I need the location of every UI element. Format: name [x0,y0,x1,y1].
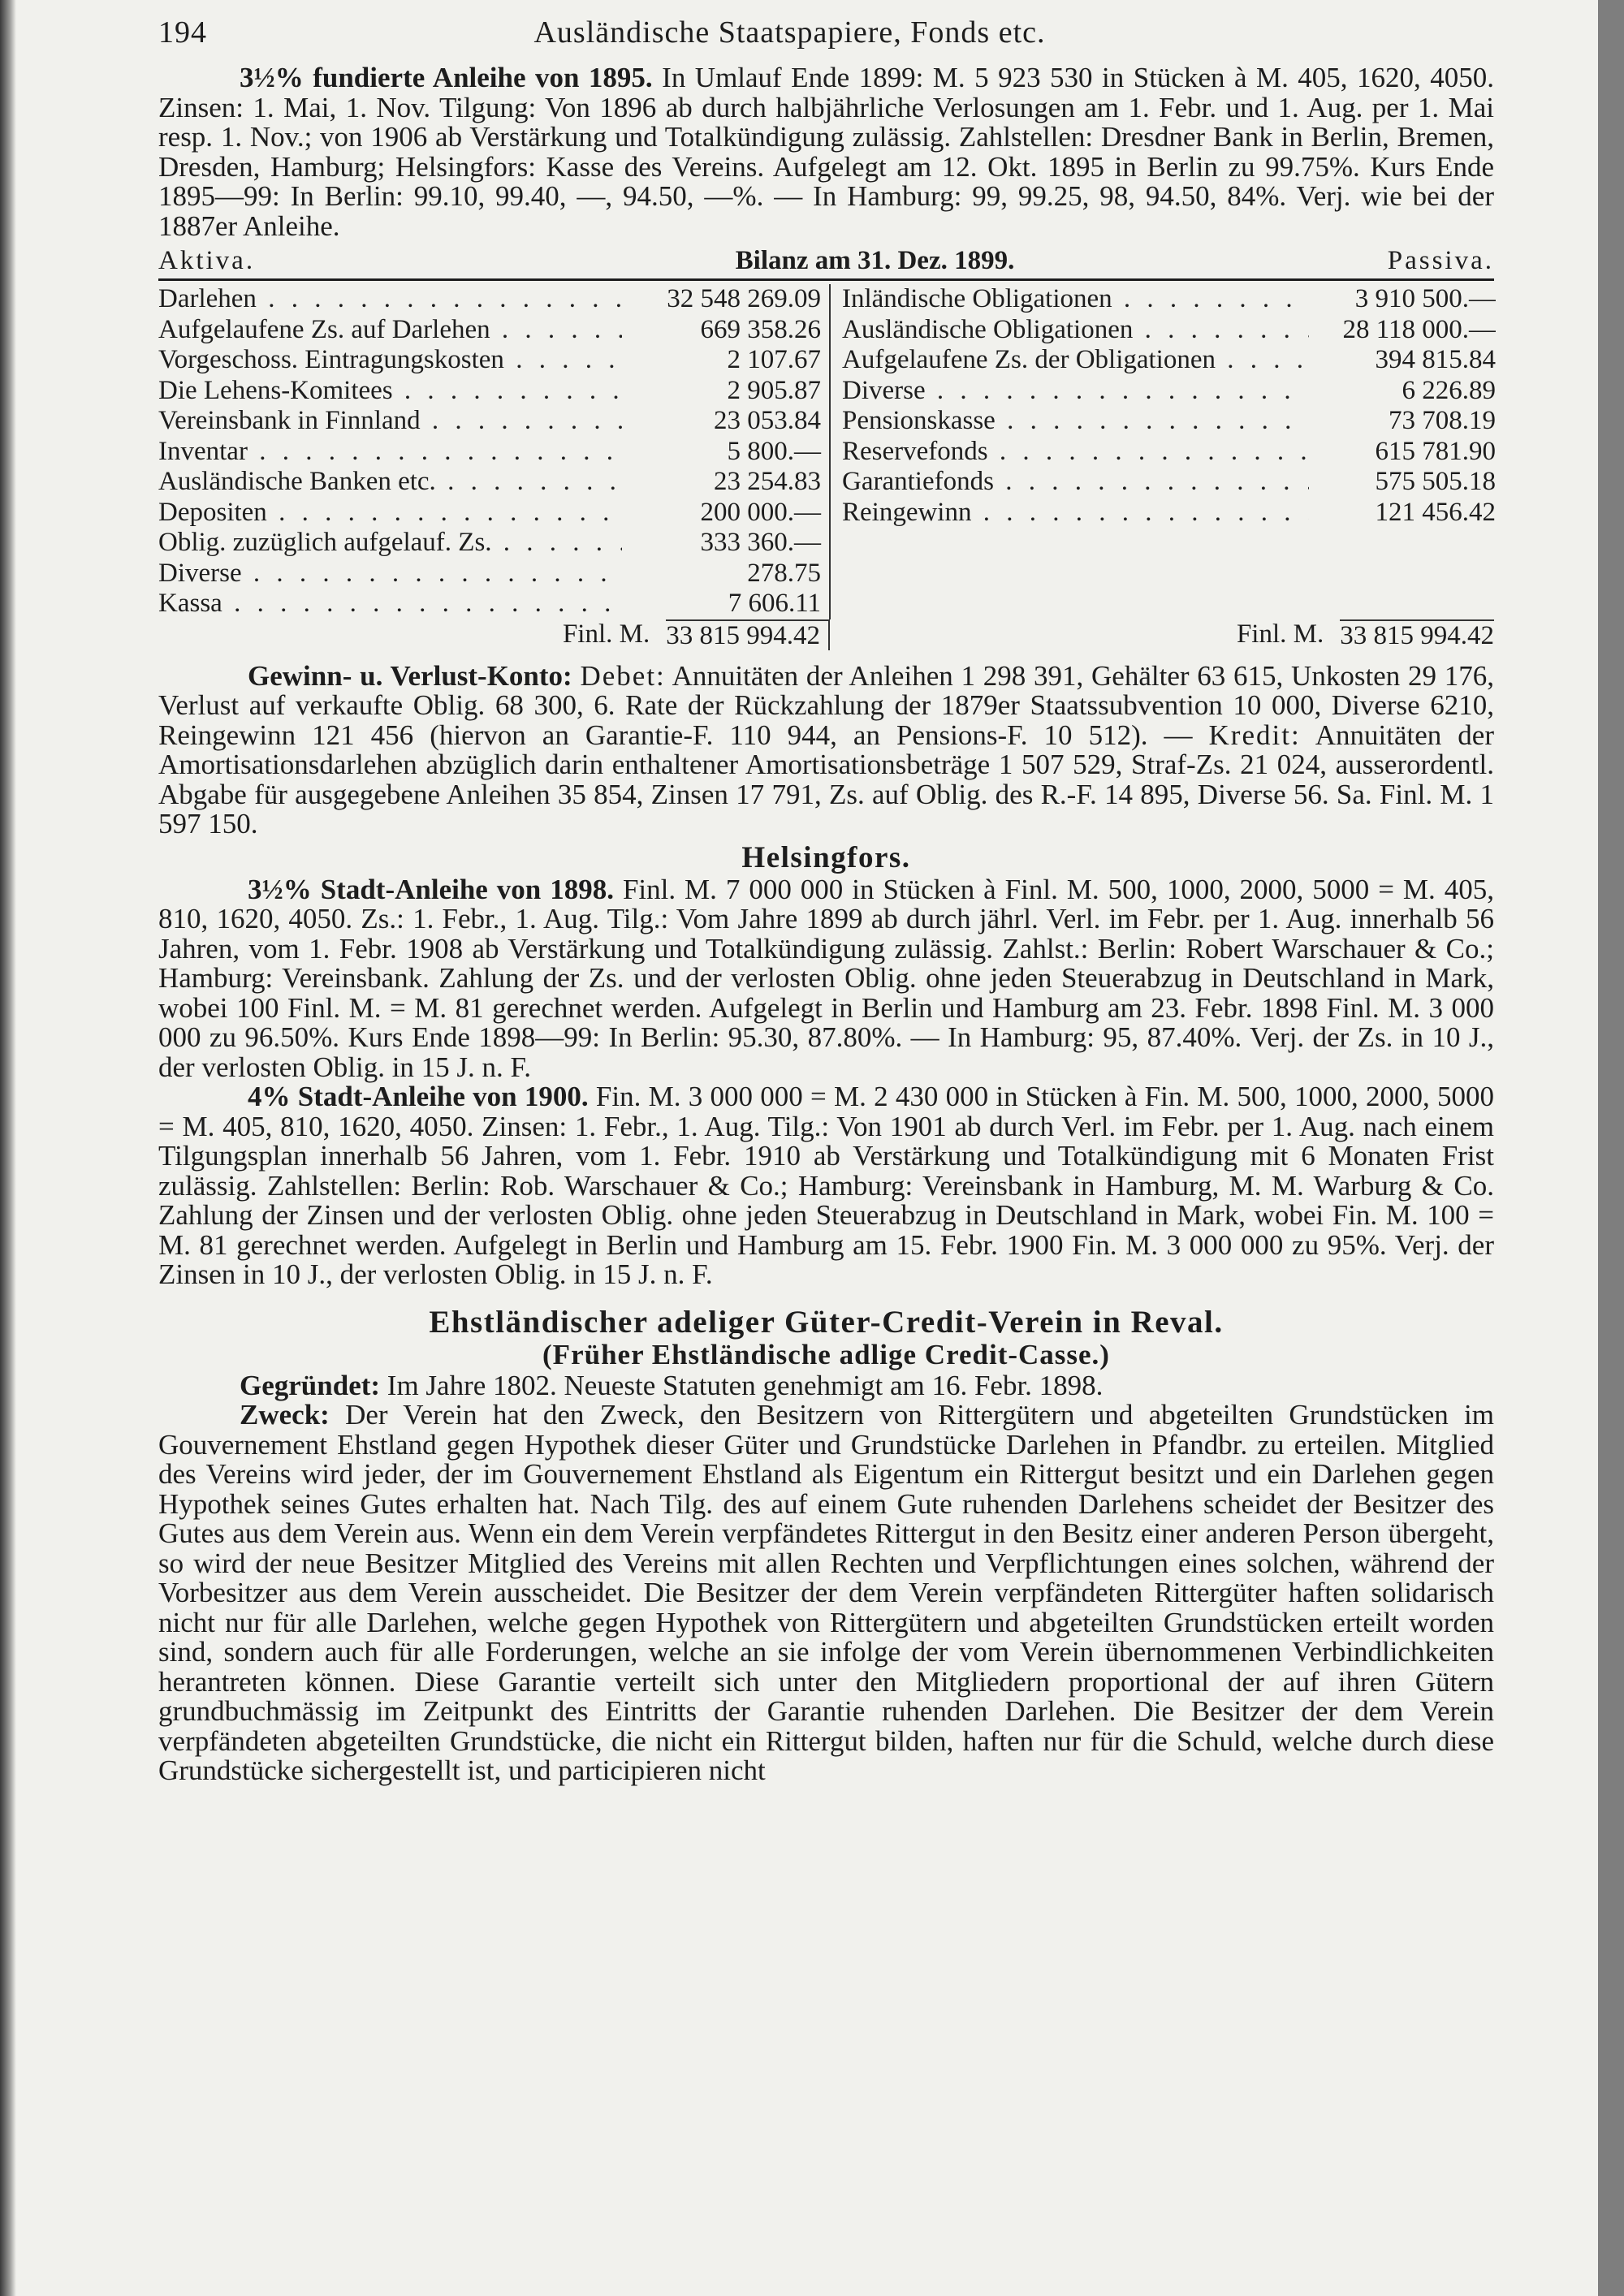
running-title: Ausländische Staatspapiere, Fonds etc. [533,15,1046,50]
loan-1900-paragraph [158,1082,1494,1290]
aktiva-label: Die Lehens-Komitees . . . [158,376,622,407]
passiva-value: 28 118 000.— [1342,314,1496,344]
passiva-label: Inländische Obligationen . . . [842,284,1309,315]
balance-rule [158,278,1494,281]
aktiva-label: Depositen . . . [158,498,622,529]
aktiva-label: Vorgeschoss. Eintragungskosten . . . [158,345,622,376]
passiva-row [842,406,1496,437]
balance-totals [158,619,1494,654]
aktiva-value: 278.75 [747,558,821,588]
balance-title: Bilanz am 31. Dez. 1899. [735,246,1015,275]
aktiva-row [158,498,829,529]
reval-subtitle: (Früher Ehstländische adlige Credit-Casse.) [542,1338,1110,1370]
aktiva-value: 5 800.— [727,436,821,466]
aktiva-row [158,406,829,437]
aktiva-total [158,619,830,651]
aktiva-value: 7 606.11 [728,589,821,618]
passiva-value: 73 708.19 [1389,406,1496,435]
aktiva-value: 2 107.67 [727,345,821,374]
aktiva-label: Vereinsbank in Finnland . . . [158,406,622,437]
passiva-value: 121 456.42 [1375,497,1496,527]
debet-label: Debet: [580,659,666,692]
page-number: 194 [158,15,207,50]
total-currency: Finl. M. [562,619,650,649]
aktiva-label: Darlehen . . . [158,284,622,315]
aktiva-value: 669 358.26 [700,314,821,344]
loan-1900-heading: 4% Stadt-Anleihe von 1900. [248,1081,589,1112]
loan-1898-paragraph [158,875,1494,1083]
passiva-label: Reingewinn . . . [842,498,1309,529]
passiva-row [842,284,1496,315]
passiva-row [842,437,1496,468]
gegruendet-text: Im Jahre 1802. Neueste Statuten genehmigt am 16. Febr. 1898. [387,1369,1104,1401]
loan-1900-text: Fin. M. 3 000 000 = M. 2 430 000 in Stücken à Fin. M. 500, 1000, 2000, 5000 = M. 405, 810, 1620, 4050. Zinsen: 1. Febr., 1. Aug. Tilg.: Von 1901 ab durch Verl. im Febr. per 1. Aug. nach einem Tilgungsplan innerhalb 56 Jahren, vom 1. Febr. 1910 ab Verstärkung und Totalkündigung mit 6 Monaten Frist zulässig. Zahlstellen: Berlin: Rob. Warschauer & Co.; Hamburg: Vereinsbank in Hamburg, M. M. Warburg & Co. Zahlung der Zinsen und der verlosten Oblig. ohne jeden Steuerabzug in Deutschland in Mark, wobei Fin. M. 100 = M. 81 gerechnet werden. Aufgelegt in Berlin und Hamburg am 15. Febr. 1900 Fin. M. 3 000 000 zu 95%. Verj. der Zinsen in 10 J., der verlosten Oblig. in 15 J. n. F. [158,1081,1494,1290]
aktiva-row [158,345,829,376]
balance-passiva-heading: Passiva. [1387,246,1494,275]
passiva-label: Diverse . . . [842,376,1309,407]
zweck-paragraph [158,1400,1494,1786]
passiva-label: Ausländische Obligationen . . . [842,315,1309,346]
aktiva-value: 32 548 269.09 [667,284,821,313]
passiva-value: 615 781.90 [1375,436,1496,466]
passiva-row [842,345,1496,376]
aktiva-row [158,376,829,407]
aktiva-column [158,284,831,619]
aktiva-label: Inventar . . . [158,437,622,468]
passiva-value: 394 815.84 [1375,345,1496,374]
passiva-label: Aufgelaufene Zs. der Obligationen . . . [842,345,1309,376]
aktiva-row [158,284,829,315]
zweck-text: Der Verein hat den Zweck, den Besitzern von Rittergütern und abgeteilten Grundstücken im Gouvernement Ehstland gegen Hypothek dieser Güter und Grundstücke Darlehen in Pfandbr. zu erteilen. Mitglied des Vereins wird jeder, der im Gouvernement Ehstland als Eigentum ein Rittergut besitzt und ein Darlehen gegen Hypothek seines Gutes erhalten hat. Nach Tilg. des auf einem Gute ruhenden Darlehens scheidet der Besitzer des Gutes aus dem Verein aus. Wenn ein dem Verein verpfändetes Rittergut in den Besitz einer anderen Person übergeht, so wird der neue Besitzer Mitglied des Vereins mit allen Rechten und Verpflichtungen eines solchen, während der Vorbesitzer aus dem Verein ausscheidet. Die Besitzer der dem Verein verpfändeten Rittergüter haften solidarisch nicht nur für alle Darlehen, welche gegen Hypothek von Rittergütern und abgeteilten Grundstücken erteilt worden sind, sondern auch für alle Forderungen, welche an sie infolge der vom Verein übernommenen Verbindlichkeiten herantreten können. Diese Garantie verteilt sich unter den Mitgliedern proportional der auf ihren Gütern grundbuchmässig im Zeitpunkt des Eintritts der Garantie ruhenden Darlehen. Die Besitzer der dem Verein verpfändeten abgeteilten Grundstücke, die nicht ein Rittergut bilden, haften nur für die Schuld, welche durch diese Grundstücke sichergestellt ist, und participieren nicht [158,1399,1494,1786]
document-page [158,15,1496,1786]
aktiva-label: Diverse . . . [158,559,622,589]
helsingfors-title: Helsingfors. [741,840,911,874]
aktiva-row [158,437,829,468]
aktiva-row [158,559,829,589]
passiva-total [830,619,1494,651]
page-edge-shadow [0,0,16,2296]
passiva-value: 3 910 500.— [1354,284,1496,313]
gegruendet-label: Gegründet: [240,1369,381,1401]
aktiva-label: Kassa . . . [158,589,622,619]
passiva-row [842,376,1496,407]
gewinn-verlust-heading: Gewinn- u. Verlust-Konto: [248,659,572,692]
gewinn-verlust-paragraph [158,659,1494,839]
kredit-text: Annuitäten der Amortisationsdarlehen abzüglich darin enthaltener Amortisationsbeträge 1 507 529, Straf-Zs. 21 024, ausserordentl. Abgabe für ausgegebene Anleihen 35 854, Zinsen 17 791, Zs. auf Oblig. des R.-F. 14 895, Diverse 56. Sa. Finl. M. 1 597 150. [158,719,1494,839]
aktiva-total-value: 33 815 994.42 [666,619,828,651]
aktiva-value: 23 053.84 [714,406,821,435]
aktiva-value: 23 254.83 [714,467,821,496]
passiva-total-value: 33 815 994.42 [1340,620,1494,650]
passiva-row [842,467,1496,498]
balance-aktiva-heading: Aktiva. [158,246,256,275]
aktiva-value: 2 905.87 [727,375,821,405]
loan-1895-text: In Umlauf Ende 1899: M. 5 923 530 in Stücken à M. 405, 1620, 4050. Zinsen: 1. Mai, 1. Nov. Tilgung: Von 1896 ab durch halbjährliche Verlosungen am 1. Febr. und 1. Aug. per 1. Mai resp. 1. Nov.; von 1906 ab Verstärkung und Totalkündigung zulässig. Zahlstellen: Dresdner Bank in Berlin, Bremen, Dresden, Hamburg; Helsingfors: Kasse des Vereins. Aufgelegt am 12. Okt. 1895 in Berlin zu 99.75%. Kurs Ende 1895—99: In Berlin: 99.10, 99.40, —, 94.50, —%. — In Hamburg: 99, 99.25, 98, 94.50, 84%. Verj. wie bei der 1887er Anleihe. [158,62,1495,242]
passiva-label: Reservefonds . . . [842,437,1309,468]
balance-sheet [158,284,1494,619]
aktiva-row [158,315,829,346]
loan-1895-paragraph [158,63,1494,241]
zweck-label: Zweck: [240,1399,330,1431]
loan-1895-heading: 3½% fundierte Anleihe von 1895. [240,62,653,93]
loan-1898-text: Finl. M. 7 000 000 in Stücken à Finl. M. 500, 1000, 2000, 5000 = M. 405, 810, 1620, 4050. Zs.: 1. Febr., 1. Aug. Tilg.: Vom Jahre 1899 ab durch jährl. Verl. im Febr. per 1. Aug. innerhalb 56 Jahren, vom 1. Febr. 1908 ab Verstärkung und Totalkündigung zulässig. Zahlst.: Berlin: Robert Warschauer & Co.; Hamburg: Vereinsbank. Zahlung der Zs. und der verlosten Oblig. ohne jeden Steuerabzug in Deutschland in Mark, wobei 100 Finl. M. = M. 81 gerechnet werden. Aufgelegt in Berlin und Hamburg am 23. Febr. 1898 Finl. M. 3 000 000 zu 96.50%. Kurs Ende 1898—99: In Berlin: 95.30, 87.80%. — In Hamburg: 95, 87.40%. Verj. der Zs. in 10 J., der verlosten Oblig. in 15 J. n. F. [158,873,1494,1083]
kredit-label: Kredit: [1208,719,1301,751]
aktiva-row [158,589,829,619]
aktiva-row [158,467,829,498]
passiva-label: Pensionskasse . . . [842,406,1309,437]
loan-1898-heading: 3½% Stadt-Anleihe von 1898. [248,873,614,905]
passiva-label: Garantiefonds . . . [842,467,1309,498]
passiva-row [842,498,1496,529]
passiva-value: 6 226.89 [1402,375,1496,405]
debet-text: Annuitäten der Anleihen 1 298 391, Gehälter 63 615, Unkosten 29 176, Verlust auf verkaufte Oblig. 68 300, 6. Rate der Rückzahlung der 1879er Staatssubvention 10 000, Diverse 6210, Reingewinn 121 456 (hiervon an Garantie-F. 110 944, an Pensions-F. 10 512). — [158,659,1494,751]
aktiva-value: 333 360.— [700,528,821,557]
balance-header [158,246,1494,278]
aktiva-value: 200 000.— [700,497,821,527]
page-header [158,15,1494,63]
aktiva-label: Oblig. zuzüglich aufgelauf. Zs. . . . [158,528,622,559]
aktiva-label: Aufgelaufene Zs. auf Darlehen . . . [158,315,622,346]
aktiva-label: Ausländische Banken etc. . . . [158,467,622,498]
passiva-column [831,284,1496,619]
reval-title: Ehstländischer adeliger Güter-Credit-Verein in Reval. [429,1304,1224,1340]
gegruendet-paragraph [158,1371,1494,1401]
passiva-row [842,315,1496,346]
aktiva-row [158,528,829,559]
passiva-value: 575 505.18 [1375,467,1496,496]
total-currency: Finl. M. [1236,619,1324,649]
